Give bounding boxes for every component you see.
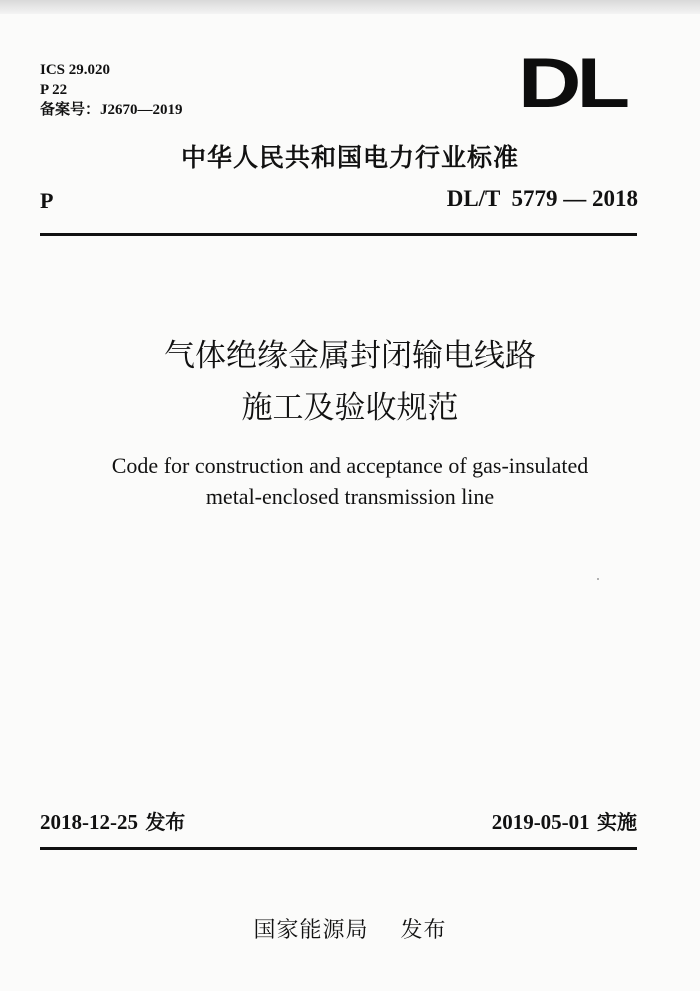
publisher-line xyxy=(0,913,700,944)
top-divider xyxy=(40,233,637,236)
issue-date-label: 发布 xyxy=(145,810,186,834)
effective-date-value: 2019-05-01 xyxy=(491,810,590,834)
chinese-title-line-1: 气体绝缘金属封闭输电线路 xyxy=(164,338,536,374)
english-title-line-2: metal-enclosed transmission line xyxy=(205,484,495,509)
category-code: P xyxy=(40,188,54,213)
scan-edge-shadow xyxy=(0,0,700,14)
standard-number: DL/T 5779 — 2018 xyxy=(446,186,638,211)
issue-date xyxy=(40,806,185,835)
ccs-code: P 22 xyxy=(40,82,68,98)
issue-date-value: 2018-12-25 xyxy=(40,810,138,834)
classification-block xyxy=(40,60,183,120)
publisher-name: 国家能源局 xyxy=(253,918,369,943)
effective-date xyxy=(492,806,637,835)
date-row xyxy=(40,806,637,840)
effective-date-label: 实施 xyxy=(597,810,637,834)
dl-logo: DL xyxy=(518,44,626,123)
chinese-title-line-2: 施工及验收规范 xyxy=(241,390,459,426)
english-title xyxy=(0,450,700,512)
scan-speck xyxy=(597,578,599,580)
chinese-title xyxy=(0,330,700,434)
ics-code: ICS 29.020 xyxy=(40,62,111,78)
publisher-label: 发布 xyxy=(400,918,447,943)
industry-standard-title: 中华人民共和国电力行业标准 xyxy=(180,143,519,172)
bottom-divider xyxy=(40,847,637,850)
filing-number: 备案号：J2670—2019 xyxy=(40,102,183,118)
english-title-line-1: Code for construction and acceptance of gas-insulated xyxy=(111,453,589,478)
